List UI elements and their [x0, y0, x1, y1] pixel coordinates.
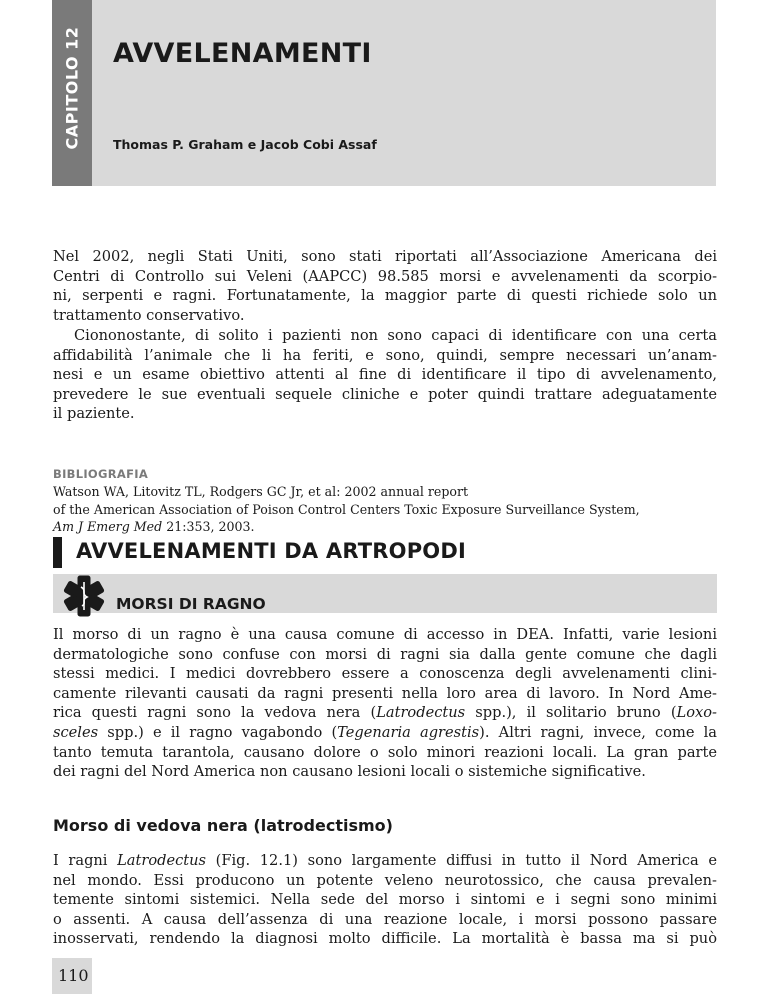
- spider-bites-paragraph: [53, 625, 717, 782]
- text-line: o assenti. A causa dell’assenza di una reazione locale, i morsi possono passare: [53, 910, 717, 928]
- bibliography-heading: BIBLIOGRAFIA: [53, 467, 149, 481]
- text-line: [53, 723, 717, 743]
- species-name: Tegenaria agrestis: [337, 723, 480, 741]
- text-line: camente rilevanti causati da ragni presenti nella loro area di lavoro. In Nord Ame-: [53, 684, 717, 702]
- page-number: 110: [58, 966, 89, 985]
- species-name: Latrodectus: [376, 704, 466, 722]
- star-of-life-icon: [60, 574, 108, 618]
- text-run: rica questi ragni sono la vedova nera (: [53, 704, 377, 722]
- text-line: nel mondo. Essi producono un potente veleno neurotossico, che causa prevalen-: [53, 871, 717, 889]
- species-name: Loxo-: [676, 704, 717, 722]
- text-line: affidabilità l’animale che li ha feriti, e sono, quindi, sempre necessari un’anam-: [53, 346, 717, 364]
- text-line: Nel 2002, negli Stati Uniti, sono stati riportati all’Associazione Americana dei: [53, 248, 717, 265]
- citation-details: 21:353, 2003.: [162, 519, 255, 534]
- text-run: (Fig. 12.1) sono largamente diffusi in tutto il Nord America e: [206, 852, 717, 869]
- text-line: Watson WA, Litovitz TL, Rodgers GC Jr, et al: 2002 annual report: [53, 484, 469, 499]
- section-marker-bar: [53, 537, 62, 568]
- species-name: sceles: [53, 723, 99, 741]
- text-run: spp.), il solitario bruno (: [465, 704, 677, 722]
- journal-name: Am J Emerg Med: [53, 519, 163, 534]
- intro-paragraph-2: [53, 326, 717, 424]
- text-line: tanto temuta tarantola, causano dolore o solo minori reazioni locali. La gran parte: [53, 743, 717, 761]
- text-line: [53, 851, 717, 871]
- text-run: ). Altri ragni, invece, come la: [479, 723, 717, 741]
- chapter-label: CAPITOLO 12: [62, 26, 82, 150]
- text-line: [53, 518, 717, 536]
- text-line: Il morso di un ragno è una causa comune di accesso in DEA. Infatti, varie lesioni: [53, 626, 717, 643]
- text-run: spp.) e il ragno vagabondo (: [98, 723, 338, 741]
- text-line: inosservati, rendendo la diagnosi molto difficile. La mortalità è bassa ma si può: [53, 930, 717, 948]
- black-widow-heading: Morso di vedova nera (latrodectismo): [53, 816, 393, 835]
- subsection-title: MORSI DI RAGNO: [116, 595, 266, 613]
- chapter-authors: Thomas P. Graham e Jacob Cobi Assaf: [113, 137, 377, 152]
- text-line: [53, 703, 717, 723]
- black-widow-paragraph: [53, 851, 717, 949]
- text-line: of the American Association of Poison Control Centers Toxic Exposure Surveillance System,: [53, 501, 640, 517]
- text-line: Ciononostante, di solito i pazienti non sono capaci di identificare con una certa: [74, 327, 717, 344]
- section-title: AVVELENAMENTI DA ARTROPODI: [76, 539, 467, 563]
- intro-paragraph-1: [53, 247, 717, 325]
- text-line: prevedere le sue eventuali sequele cliniche e poter quindi trattare adeguatamente: [53, 385, 717, 403]
- bibliography-entry: [53, 483, 717, 536]
- text-run: I ragni: [53, 852, 118, 869]
- text-line: temente sintomi sistemici. Nella sede del morso i sintomi e i segni sono minimi: [53, 891, 717, 909]
- chapter-title: AVVELENAMENTI: [113, 38, 372, 69]
- text-line: stessi medici. I medici dovrebbero essere a conoscenza degli avvelenamenti clini-: [53, 665, 717, 683]
- text-line: il paziente.: [53, 405, 135, 423]
- text-line: Centri di Controllo sui Veleni (AAPCC) 98.585 morsi e avvelenamenti da scorpio-: [53, 267, 717, 285]
- text-line: dermatologiche sono confuse con morsi di ragni sia dalla gente comune che dagli: [53, 645, 717, 663]
- page-number-box: [52, 958, 92, 994]
- chapter-header-band: [52, 0, 716, 186]
- species-name: Latrodectus: [117, 852, 207, 869]
- text-line: dei ragni del Nord America non causano lesioni locali o sistemiche significative.: [53, 763, 646, 781]
- text-line: nesi e un esame obiettivo attenti al fine di identificare il tipo di avvelenamento,: [53, 366, 717, 384]
- text-line: trattamento conservativo.: [53, 306, 245, 324]
- text-line: ni, serpenti e ragni. Fortunatamente, la maggior parte di questi richiede solo un: [53, 287, 717, 305]
